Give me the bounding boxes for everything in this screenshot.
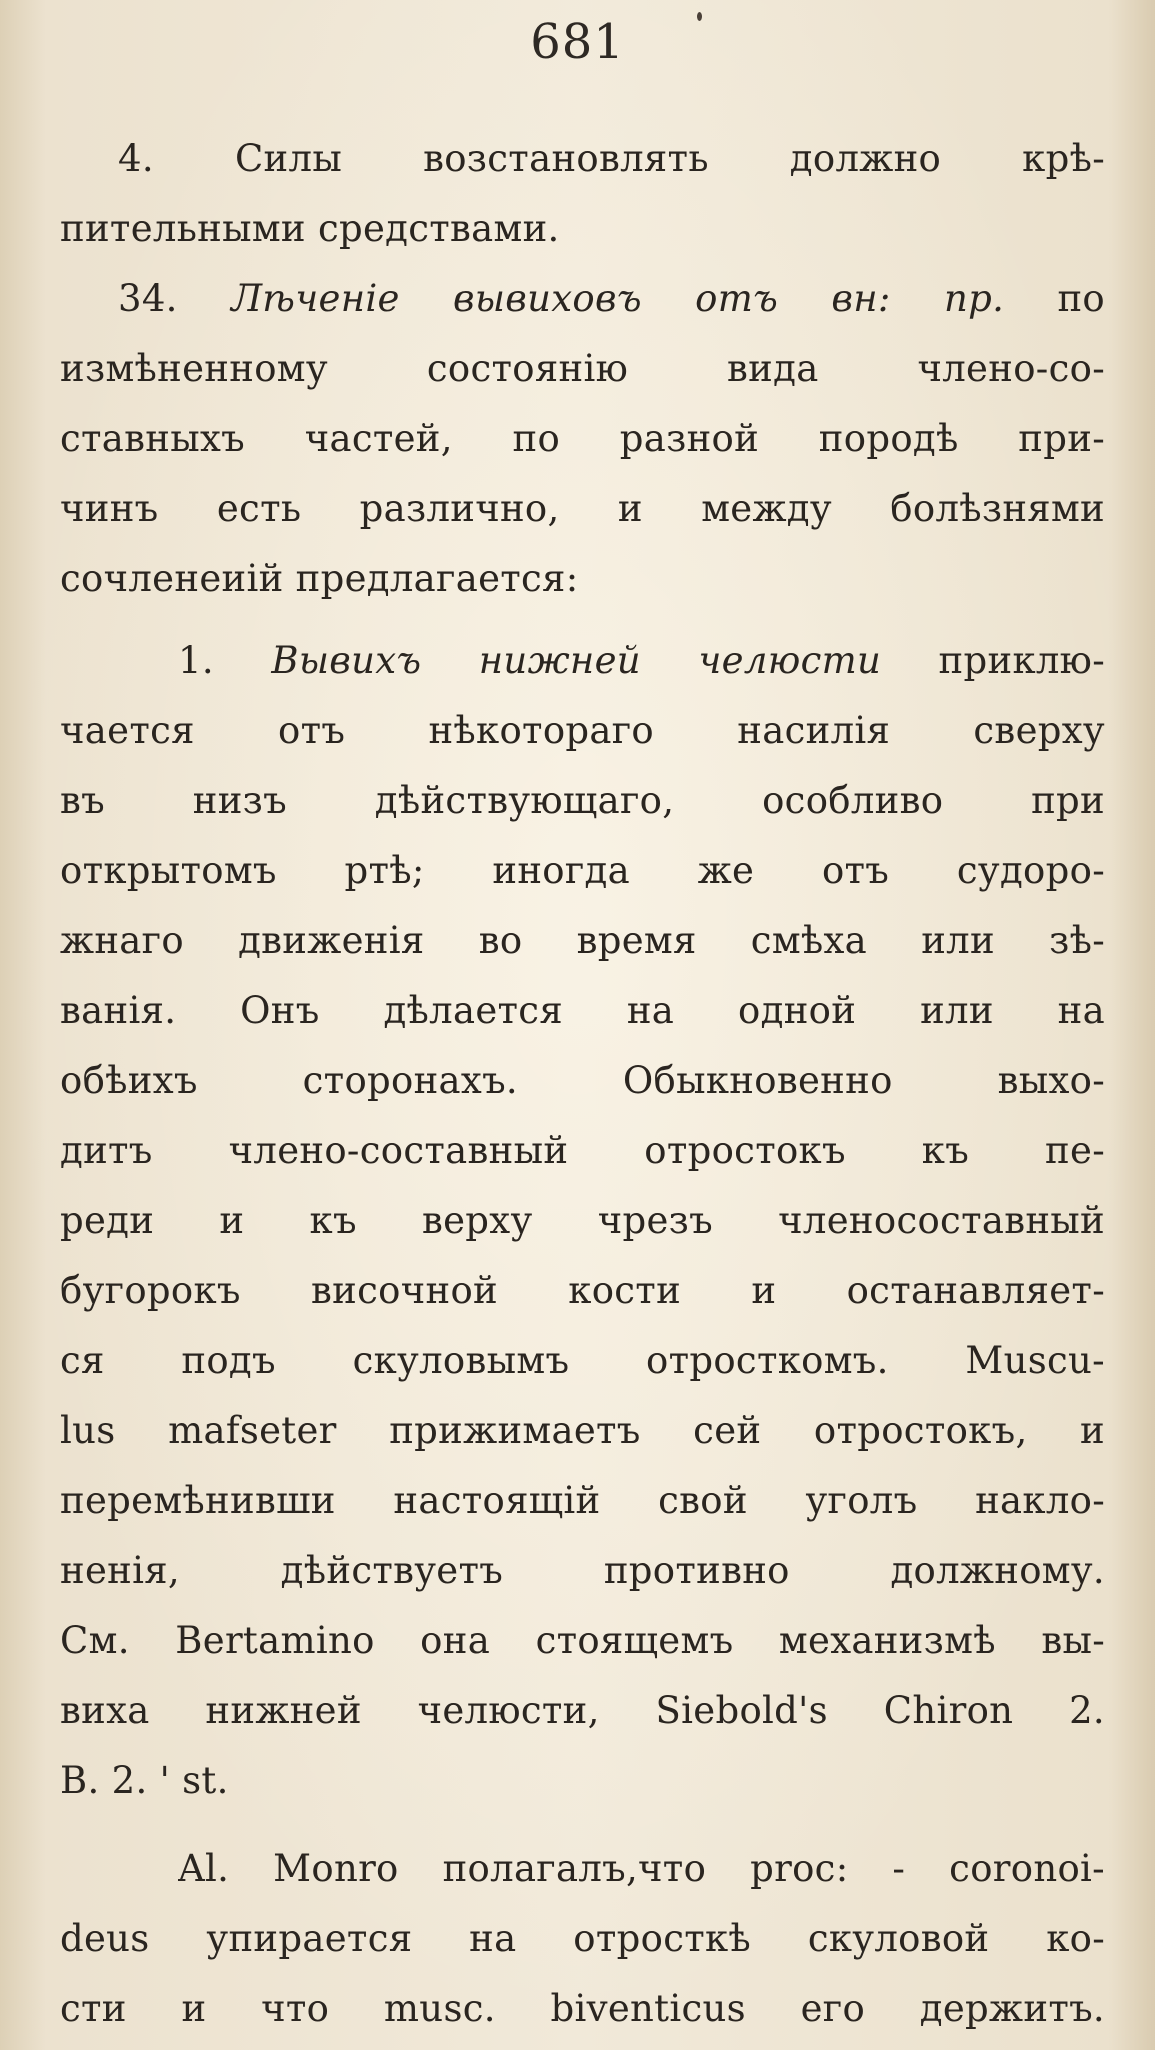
text-line: чается отъ нѣкотораго насилія сверху bbox=[60, 709, 1105, 752]
text-line: жнаго движенія во время смѣха или зѣ- bbox=[60, 919, 1105, 962]
text-line: дитъ члено-составный отростокъ къ пе- bbox=[60, 1129, 1105, 1172]
text-line bbox=[118, 264, 1105, 334]
item-heading: Вывихъ нижней челюсти bbox=[271, 639, 882, 682]
text-line: сти и что musc. biventicus его держитъ. bbox=[60, 1987, 1105, 2030]
text-line: чинъ есть различно, и между болѣзнями bbox=[60, 487, 1105, 530]
section-number: 34. bbox=[118, 277, 178, 320]
page-number: 681 bbox=[530, 14, 625, 70]
text-line: виха нижней челюсти, Siebold's Chiron 2. bbox=[60, 1689, 1105, 1732]
text-line: измѣненному состоянію вида члено-со- bbox=[60, 347, 1105, 390]
text-line: пительными средствами. bbox=[60, 207, 560, 250]
text-line: обѣихъ сторонахъ. Обыкновенно выхо- bbox=[60, 1059, 1105, 1102]
section-heading: Лѣченіе вывиховъ отъ вн: пр. bbox=[231, 277, 1005, 320]
text-fragment: по bbox=[1057, 277, 1105, 320]
text-line: Al. Monro полагалъ,что proc: - coronoi- bbox=[178, 1847, 1105, 1890]
text-line: deus упирается на отросткѣ скуловой ко- bbox=[60, 1917, 1105, 1960]
text-line: lus mafseter прижимаетъ сей отростокъ, и bbox=[60, 1409, 1105, 1452]
ink-speck bbox=[697, 12, 702, 21]
text-line: B. 2. ' st. bbox=[60, 1759, 229, 1802]
text-line: См. Bertamino она стоящемъ механизмѣ вы- bbox=[60, 1619, 1105, 1662]
text-line: ставныхъ частей, по разной породѣ при- bbox=[60, 417, 1105, 460]
text-line: бугорокъ височной кости и останавляет- bbox=[60, 1269, 1105, 1312]
text-line: сочленеиій предлагается: bbox=[60, 557, 579, 600]
text-line: реди и къ верху чрезъ членосоставный bbox=[60, 1199, 1105, 1242]
text-line: 4. Силы возстановлять должно крѣ- bbox=[118, 137, 1105, 180]
text-line: ся подъ скуловымъ отросткомъ. Muscu- bbox=[60, 1339, 1105, 1382]
item-number: 1. bbox=[178, 639, 214, 682]
text-fragment: приклю- bbox=[938, 639, 1105, 682]
text-line bbox=[178, 626, 1105, 696]
text-line: ванія. Онъ дѣлается на одной или на bbox=[60, 989, 1105, 1032]
text-line: ненія, дѣйствуетъ противно должному. bbox=[60, 1549, 1105, 1592]
text-line: перемѣнивши настоящій свой уголъ накло- bbox=[60, 1479, 1105, 1522]
text-line: открытомъ ртѣ; иногда же отъ судоро- bbox=[60, 849, 1105, 892]
text-line: въ низъ дѣйствующаго, особливо при bbox=[60, 779, 1105, 822]
